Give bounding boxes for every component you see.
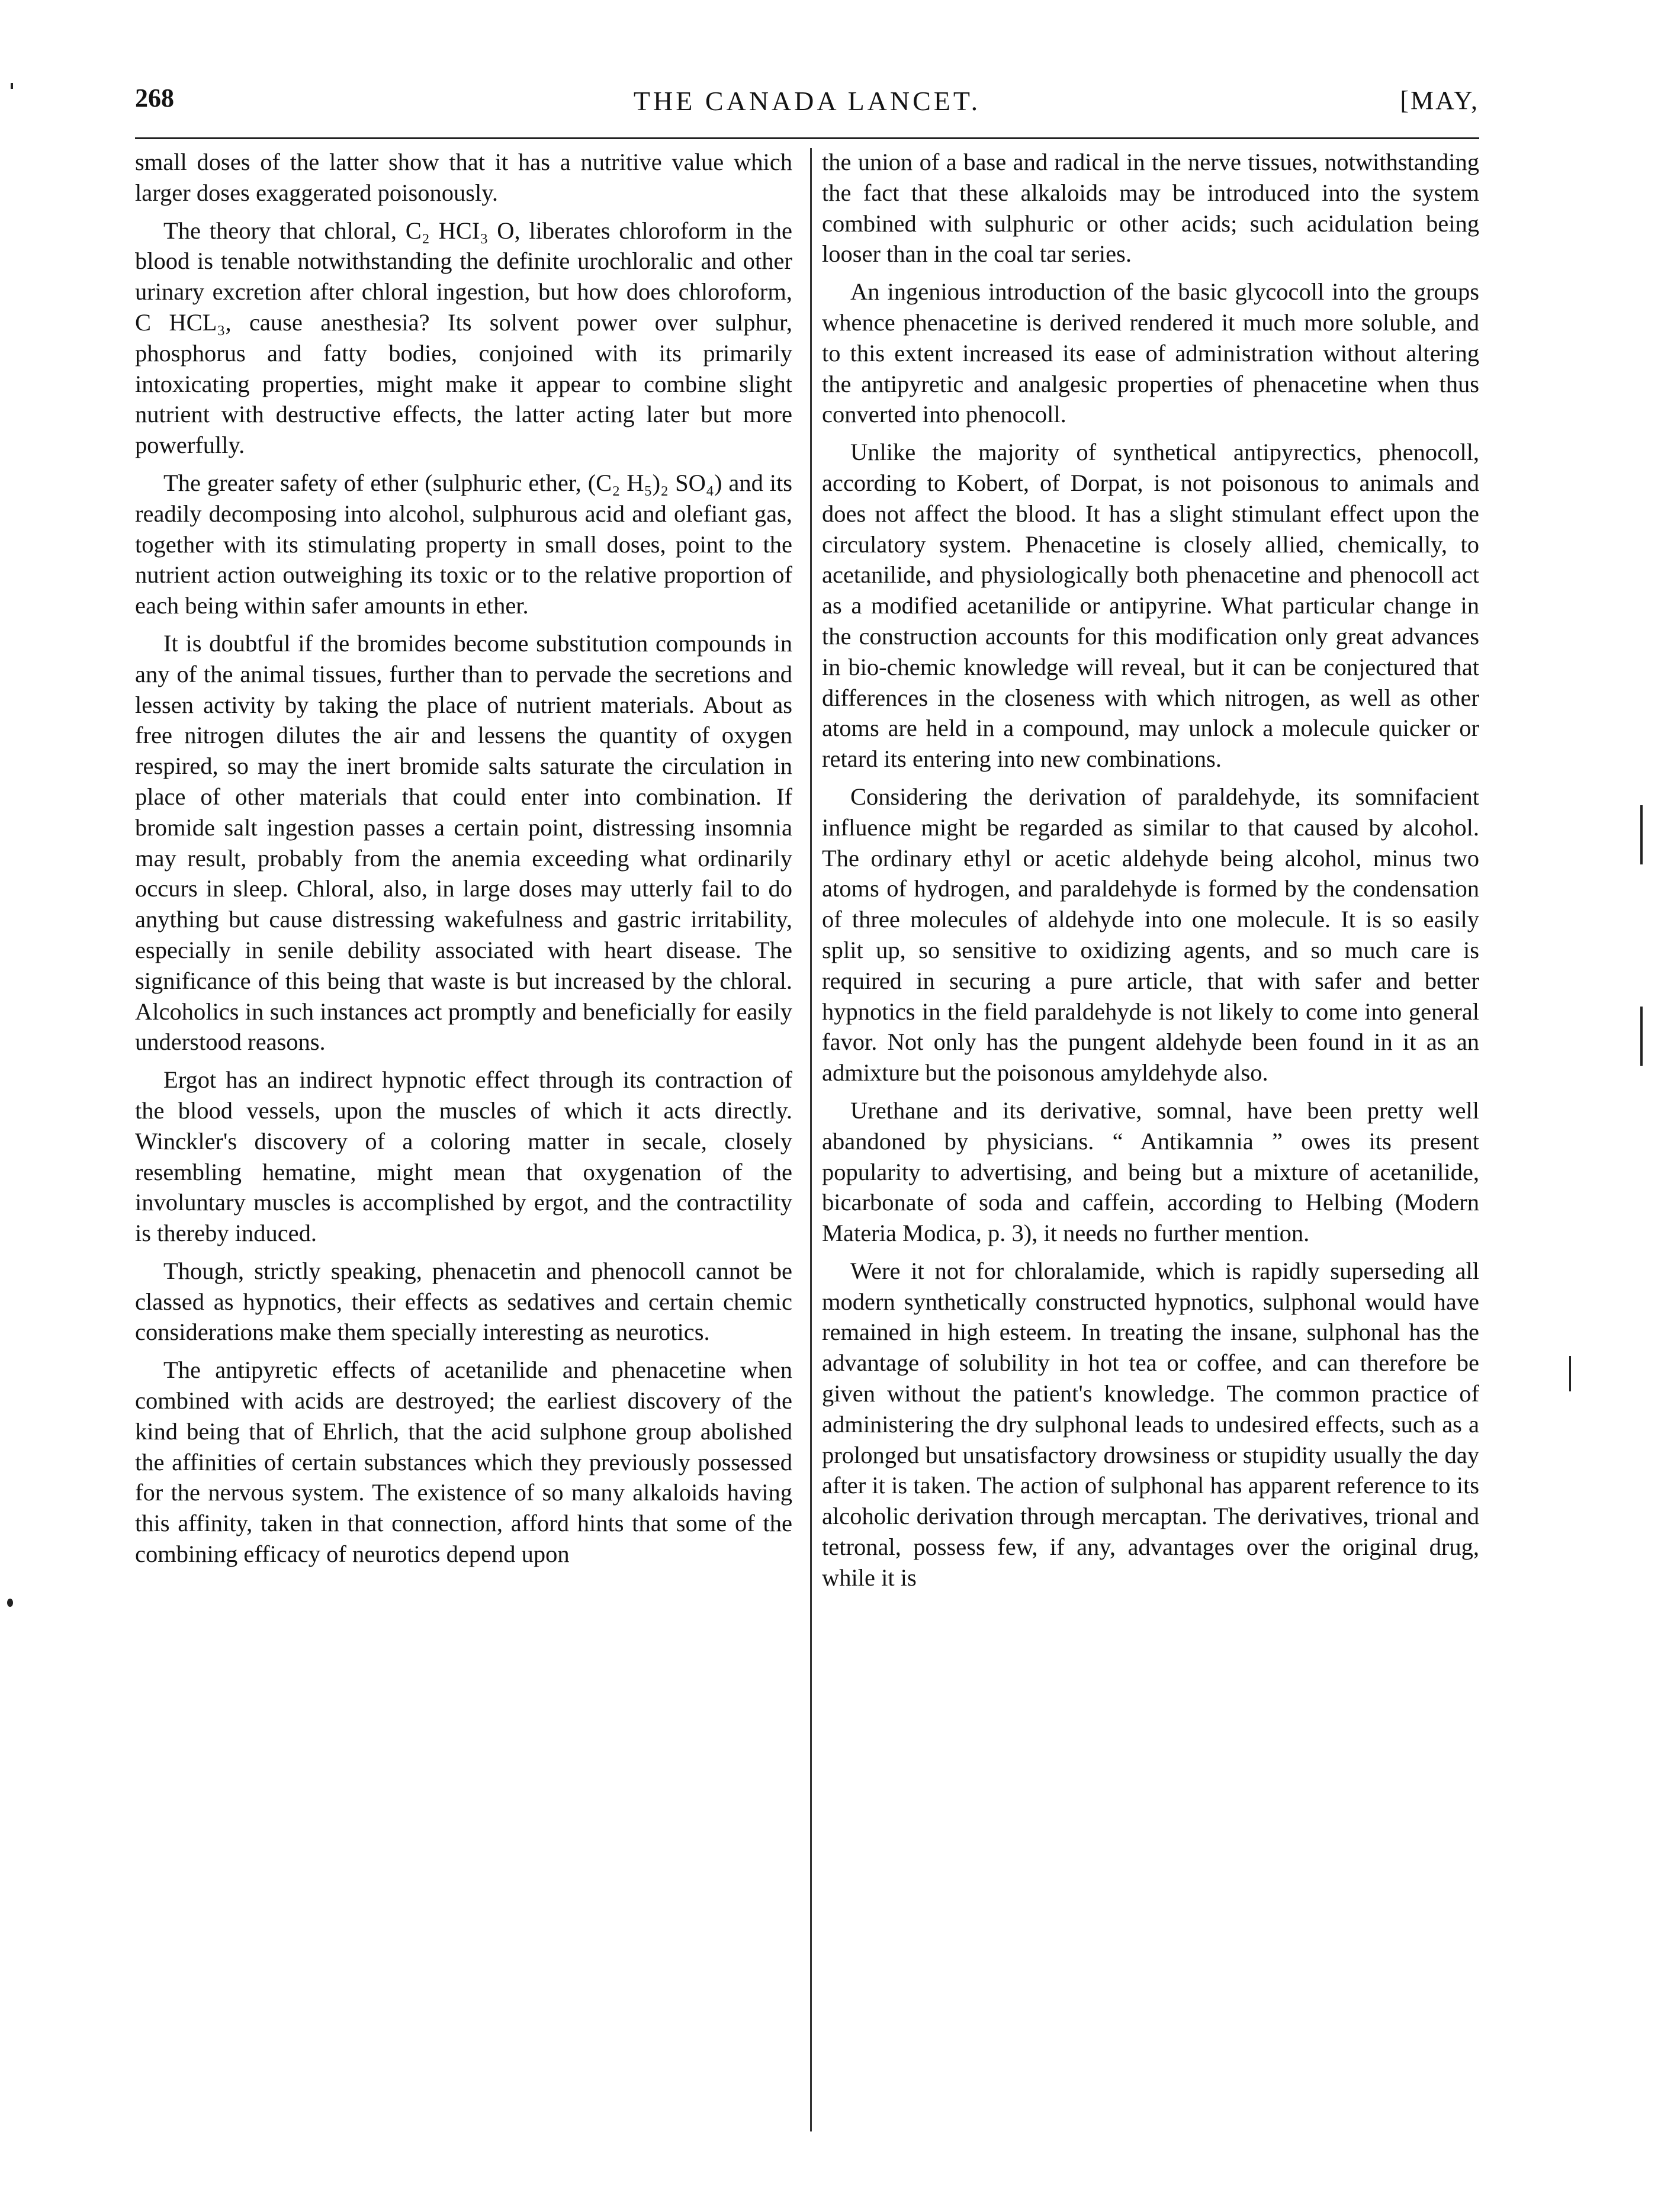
paragraph: Were it not for chloralamide, which is rapidly superseding all modern synthetically constructed hypnotics, sulphonal would have remained in high esteem. In treating the insane, sulphonal has the advantage of solubility in hot tea or coffee, and can therefore be given without the patient's knowledge. The common practice of administering the dry sulphonal leads to undesired effects, such as a prolonged but unsatisfactory drowsiness or stupidity usually the day after it is taken. The action of sulphonal has apparent reference to its alcoholic derivation through mercaptan. The derivatives, trional and tetronal, possess few, if any, advantages over the original drug, while it is [822,1257,1479,1591]
paragraph: The antipyretic effects of acetanilide and phenacetine when combined with acids are destroyed; the earliest discovery of the kind being that of Ehrlich, that the acid sulphone group abolished the affinities of certain substances which they previously possessed for the nervous system. The existence of so many alkaloids having this affinity, taken in that connection, afford hints that some of the combining efficacy of neurotics depend upon [135,1356,792,1568]
scan-speck [7,1599,13,1607]
paragraph: Considering the derivation of paraldehyde, its somnifacient influence might be regarded as similar to that caused by alcohol. The ordinary ethyl or acetic aldehyde being alcohol, minus two atoms of hydrogen, and paraldehyde is formed by the condensation of three molecules of aldehyde into one molecule. It is so easily split up, so sensitive to oxidizing agents, and so much care is required in securing a pure article, that with safer and better hypnotics in the field paraldehyde is not likely to come into general favor. Not only has the pungent aldehyde been found in it as an admixture but the poisonous amyldehyde also. [822,783,1479,1086]
paragraph: The theory that chloral, C₂ HCI₃ O, liberates chloroform in the blood is tenable notwithstanding the definite urochloralic and other urinary excretion after chloral ingestion, but how does chloroform, C HCL₃, cause anesthesia? Its solvent power over sulphur, phosphorus and fatty bodies, conjoined with its primarily intoxicating properties, might make it appear to combine slight nutrient with destructive effects, the latter acting later but more powerfully. [135,217,792,459]
scan-speck [1569,1356,1571,1391]
page-number: 268 [135,83,174,112]
paragraph: Unlike the majority of synthetical antipyrectics, phenocoll, according to Kobert, of Dorpat, is not poisonous to animals and does not affect the blood. It has a slight stimulant effect upon the circulatory system. Phenacetine is closely allied, chemically, to acetanilide, and physiologically both phenacetine and phenocoll act as a modified acetanilide or antipyrine. What particular change in the construction accounts for this modification only great advances in bio-chemic knowledge will reveal, but it can be conjectured that differences in the closeness with which nitrogen, as well as other atoms are held in a compound, may unlock a molecule quicker or retard its entering into new combinations. [822,439,1479,773]
scan-speck [11,83,13,89]
scan-speck [1640,1007,1643,1066]
running-header [135,77,1479,130]
header-rule [135,137,1479,139]
paragraph: Though, strictly speaking, phenacetin and phenocoll cannot be classed as hypnotics, their effects as sedatives and certain chemic considerations make them specially interesting as neurotics. [135,1257,792,1346]
paragraph: The greater safety of ether (sulphuric ether, (C₂ H₅)₂ SO₄) and its readily decomposing into alcohol, sulphurous acid and olefiant gas, together with its stimulating property in small doses, point to the nutrient action outweighing its toxic or to the relative proportion of each being within safer amounts in ether. [135,469,792,619]
paragraph: Ergot has an indirect hypnotic effect through its contraction of the blood vessels, upon the muscles of which it acts directly. Winckler's discovery of a coloring matter in secale, closely resembling hematine, might mean that oxygenation of the involuntary muscles is accomplished by ergot, and the contractility is thereby induced. [135,1066,792,1247]
journal-title: THE CANADA LANCET. [633,86,981,116]
column-divider [810,148,812,2131]
paragraph: Urethane and its derivative, somnal, have been pretty well abandoned by physicians. “ Antikamnia ” owes its present popularity to advertising, and being but a mixture of acetanilide, bicarbonate of soda and caffein, according to Helbing (Modern Materia Modica, p. 3), it needs no further mention. [822,1097,1479,1247]
paragraph: An ingenious introduction of the basic glycocoll into the groups whence phenacetine is derived rendered it much more soluble, and to this extent increased its ease of administration without altering the antipyretic and analgesic properties of phenacetine when thus converted into phenocoll. [822,278,1479,428]
paragraph: small doses of the latter show that it has a nutritive value which larger doses exaggerated poisonously. [135,149,792,206]
paragraph: It is doubtful if the bromides become substitution compounds in any of the animal tissues, further than to pervade the secretions and lessen activity by taking the place of nutrient materials. About as free nitrogen dilutes the air and lessens the quantity of oxygen respired, so may the inert bromide salts saturate the circulation in place of other materials that could enter into combination. If bromide salt ingestion passes a certain point, distressing insomnia may result, probably from the anemia exceeding what ordinarily occurs in sleep. Chloral, also, in large doses may utterly fail to do anything but cause distressing wakefulness and gastric irritability, especially in senile debility associated with heart disease. The significance of this being that waste is but increased by the chloral. Alcoholics in such instances act promptly and beneficially for easily understood reasons. [135,629,792,1056]
paragraph: the union of a base and radical in the nerve tissues, notwithstanding the fact that these alkaloids may be introduced into the system combined with sulphuric or other acids; such acidulation being looser than in the coal tar series. [822,149,1479,268]
right-column [822,147,1479,1600]
left-column [135,147,792,1577]
scan-speck [1640,805,1643,864]
issue-month: [MAY, [1400,86,1479,115]
